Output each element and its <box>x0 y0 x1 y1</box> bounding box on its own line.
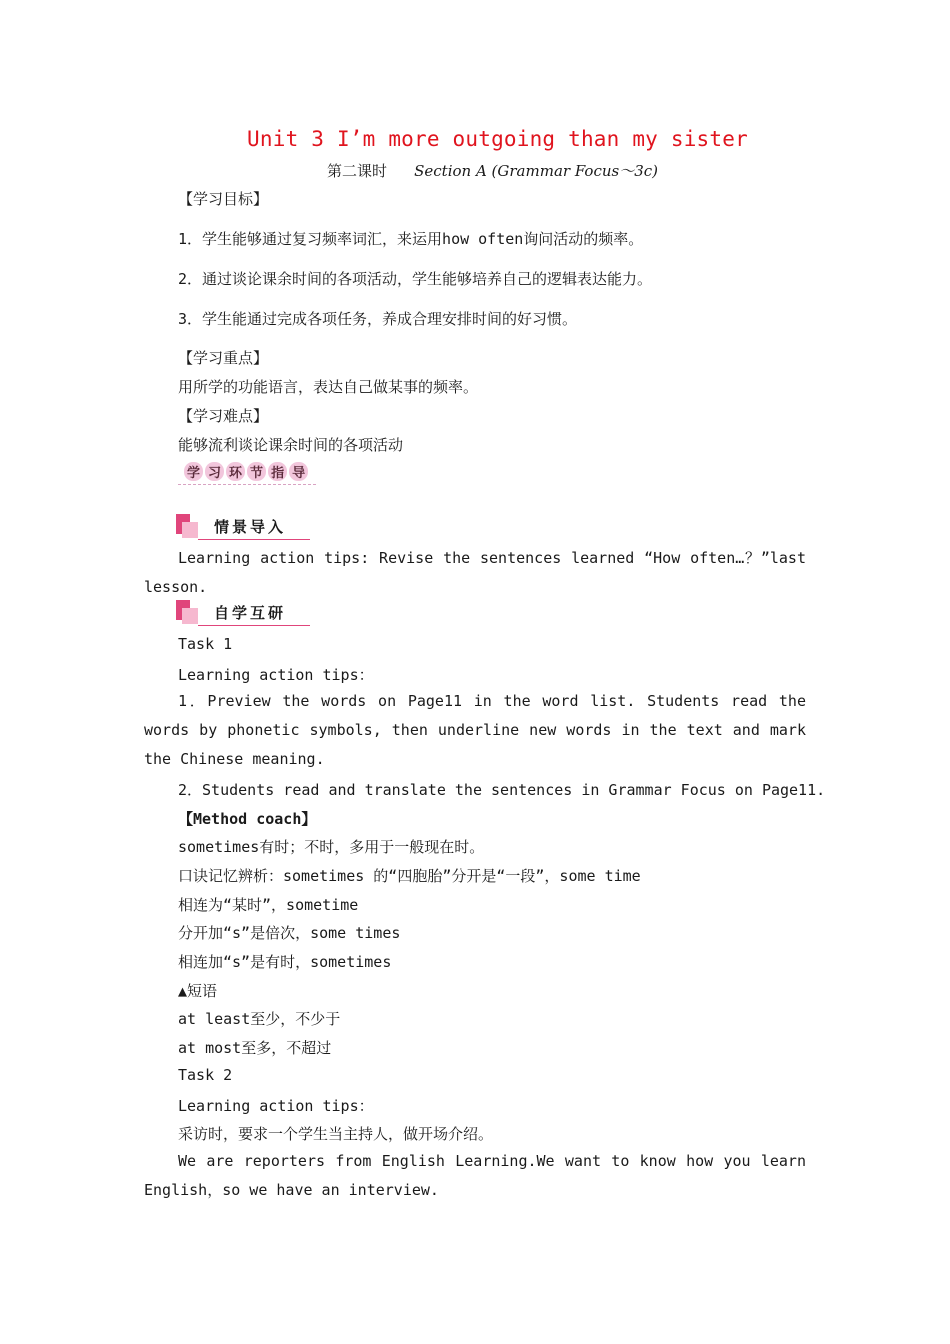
task2-title: Task 2 <box>178 1066 233 1084</box>
lesson-label: 第二课时 <box>327 162 388 180</box>
document-subtitle <box>0 160 950 181</box>
coach-line-6: ▲短语 <box>178 982 218 1000</box>
task1-tips: Learning action tips： <box>178 666 374 684</box>
goals-heading: 【学习目标】 <box>178 190 269 208</box>
task1-title: Task 1 <box>178 635 233 653</box>
coach-line-1: sometimes有时；不时，多用于一般现在时。 <box>178 838 485 856</box>
difficulty-heading: 【学习难点】 <box>178 407 269 425</box>
goal-item-1: 1．学生能够通过复习频率词汇，来运用how often询问活动的频率。 <box>178 230 644 248</box>
coach-line-2: 口诀记忆辨析：sometimes 的“四胞胎”分开是“一段”，some time <box>178 867 641 885</box>
document-title: Unit 3 I’m more outgoing than my sister <box>247 127 748 151</box>
coach-line-4: 分开加“s”是倍次，some times <box>178 924 401 942</box>
goal-item-2: 2．通过谈论课余时间的各项活动，学生能够培养自己的逻辑表达能力。 <box>178 270 653 288</box>
coach-line-3: 相连为“某时”，sometime <box>178 896 359 914</box>
difficulty-text: 能够流利谈论课余时间的各项活动 <box>178 436 404 454</box>
focus-text: 用所学的功能语言，表达自己做某事的频率。 <box>178 378 479 396</box>
task2-paragraph: We are reporters from English Learning.We want to know how you learn English，so we have an interview. <box>144 1152 806 1199</box>
section-header-selfstudy <box>176 600 310 628</box>
coach-line-7: at least至少，不少于 <box>178 1010 341 1028</box>
method-coach-heading: 【Method coach】 <box>178 810 317 828</box>
section-label: Section A (Grammar Focus～3c) <box>414 162 658 180</box>
task1-item-1: 1．Preview the words on Page11 in the word list. Students read the words by phonetic symbols, then underline new words in the text and mark the Chinese meaning. <box>144 692 806 768</box>
guide-banner: 学 习 环 节 指 导 <box>178 460 318 482</box>
intro-paragraph: Learning action tips: Revise the sentences learned “How often…？”last lesson. <box>144 549 806 596</box>
goal-item-3: 3．学生能通过完成各项任务，养成合理安排时间的好习惯。 <box>178 310 578 328</box>
section-header-intro <box>176 514 310 542</box>
task1-item-2: 2．Students read and translate the sentences in Grammar Focus on Page11. <box>178 781 826 799</box>
section-selfstudy-label: 自学互研 <box>214 604 287 622</box>
coach-line-5: 相连加“s”是有时，sometimes <box>178 953 392 971</box>
coach-line-8: at most至多，不超过 <box>178 1039 332 1057</box>
section-intro-label: 情景导入 <box>214 518 287 536</box>
focus-heading: 【学习重点】 <box>178 349 269 367</box>
task2-instruction: 采访时，要求一个学生当主持人，做开场介绍。 <box>178 1125 494 1143</box>
task2-tips: Learning action tips： <box>178 1097 374 1115</box>
